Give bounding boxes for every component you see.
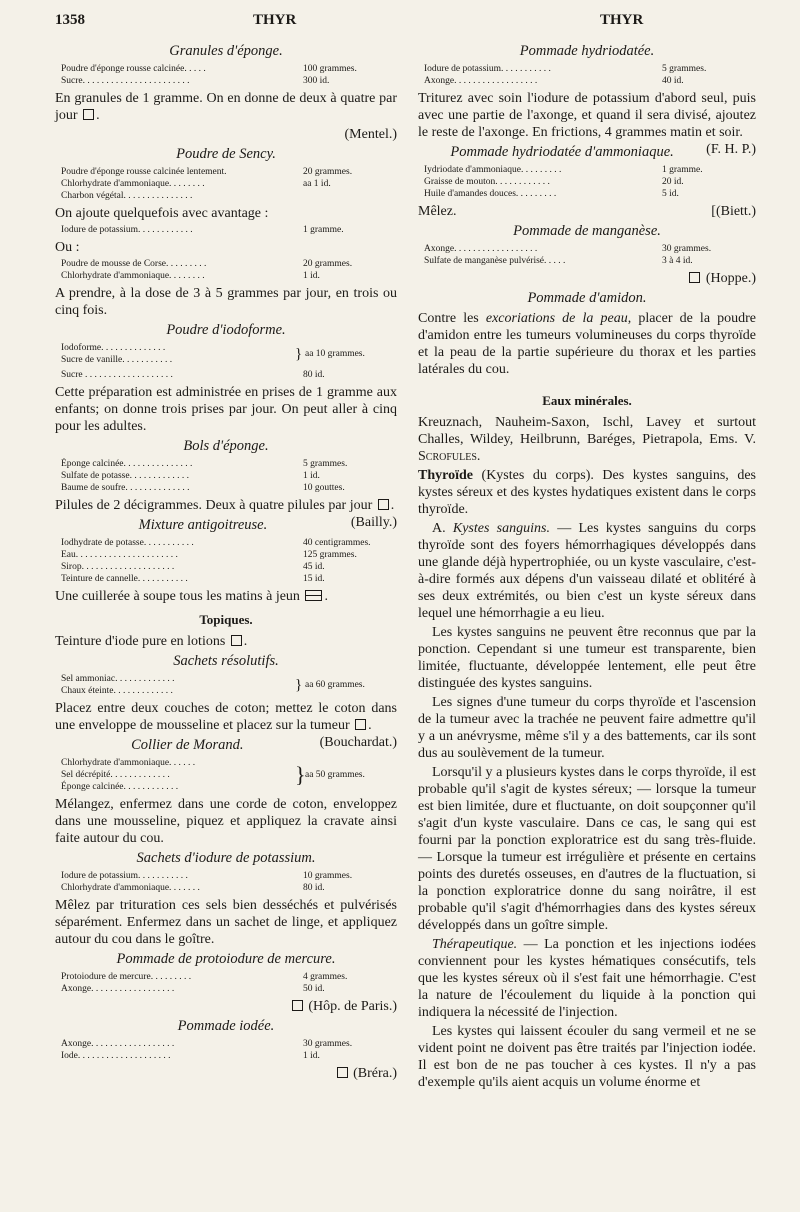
ingredient: Sel décrépité. . . . . . . . . . . . . <box>61 770 170 780</box>
ingredient: Chlorhydrate d'ammoniaque. . . . . . . . <box>61 271 205 281</box>
ingredient: Éponge calcinée. . . . . . . . . . . . <box>61 782 179 792</box>
recipe-row <box>61 870 397 882</box>
quantity: 30 grammes. <box>303 1039 353 1049</box>
pommade-amidon-title: Pommade d'amidon. <box>527 290 647 306</box>
quantity: 1 id. <box>303 1051 320 1061</box>
paragraph: Les kystes sanguins ne peuvent être reconnus que par la ponction. Cependant si une tumeur est transparente, bien limitée, fluctuante, développée lentement, elle peut être distinguée des kystes sanguins. <box>418 625 756 691</box>
sachets-recipe-group <box>61 673 397 697</box>
quantity: 5 id. <box>662 189 679 199</box>
eaux-heading: Eaux minérales. <box>542 393 632 408</box>
ingredient: Sel ammoniac. . . . . . . . . . . . . <box>61 674 175 684</box>
thyroide-entry <box>418 467 756 518</box>
ingredient: Iode. . . . . . . . . . . . . . . . . . . . <box>61 1051 171 1061</box>
quantity: 10 grammes. <box>303 871 353 881</box>
topiques-heading: Topiques. <box>199 612 253 627</box>
recipe-row <box>61 369 397 381</box>
pommade-ammoniaque-recipe <box>424 164 756 200</box>
quantity: 80 id. <box>303 370 325 380</box>
iodoforme-recipe-2 <box>61 369 397 381</box>
scrofules-ref: Scrofules. <box>418 449 481 464</box>
brace-icon: } <box>295 762 306 787</box>
pommade-iodee-source-line <box>55 1065 397 1082</box>
box-symbol-icon <box>337 1067 348 1078</box>
paragraph: Lorsqu'il y a plusieurs kystes dans le corps thyroïde, il est probable qu'il s'agit de kystes séreux; — lorsque la tumeur est bien limitée, dure et fluctuante, on doit soupçonner qu'il s'agit d'un kyste vasculaire. Dans ce cas, le sang qui est fourni par la ponction exploratrice est du sang très-fluide. — Lorsque la tumeur est irrégulière et présente en certains points des duretés osseuses, en d'autres de la fluctuation, si la ponction exploratrice donne du sang noirâtre, il est probable qu'il s'agit d'hémorrhagies dans des kystes séreux développés dans un goître simple. <box>418 765 756 933</box>
ingredient: Axonge. . . . . . . . . . . . . . . . . . <box>61 1039 175 1049</box>
quantity: 40 id. <box>662 76 684 86</box>
quantity: 15 id. <box>303 574 325 584</box>
quantity: aa 1 id. <box>303 179 331 189</box>
pommade-protoiodure-title: Pommade de protoiodure de mercure. <box>116 951 336 967</box>
mixture-recipe <box>61 537 397 585</box>
recipe-row <box>424 176 756 188</box>
quantity: 40 centigrammes. <box>303 538 371 548</box>
running-head-left: THYR <box>253 12 297 28</box>
sency-ou: Ou : <box>55 240 80 255</box>
quantity: aa 50 grammes. <box>305 770 365 780</box>
recipe-row <box>61 561 397 573</box>
mixture-text: Une cuillerée à soupe tous les matins à jeun <box>55 589 300 604</box>
ingredient: Iydriodate d'ammoniaque. . . . . . . . . <box>424 165 562 175</box>
ingredient: Sulfate de manganèse pulvérisé. . . . . <box>424 256 566 266</box>
kystes-sanguins-title: Kystes sanguins. <box>452 521 550 536</box>
quantity: 20 grammes. <box>303 167 353 177</box>
melez-label: Mêlez. <box>418 204 457 219</box>
recipe-row <box>424 255 756 267</box>
recipe-row <box>61 482 397 494</box>
quantity: 45 id. <box>303 562 325 572</box>
text-run: Contre les <box>418 311 486 326</box>
quantity: 10 gouttes. <box>303 483 345 493</box>
pommade-manganese-source-line <box>418 270 756 287</box>
sachets-title: Sachets résolutifs. <box>173 653 279 669</box>
sency-recipe <box>61 166 397 202</box>
recipe-row <box>61 166 397 178</box>
box-symbol-icon <box>689 272 700 283</box>
quantity: 5 grammes. <box>303 459 348 469</box>
quantity: 3 à 4 id. <box>662 256 693 266</box>
ingredient: Poudre d'éponge rousse calcinée. . . . . <box>61 64 206 74</box>
bols-source: (Bailly.) <box>350 515 397 530</box>
collier-title: Collier de Morand. <box>131 737 244 753</box>
sency-recipe-2 <box>61 224 397 236</box>
quantity: 1 gramme. <box>303 225 344 235</box>
ingredient: Graisse de mouton. . . . . . . . . . . . <box>424 177 550 187</box>
pommade-protoiodure-source: (Hôp. de Paris.) <box>308 999 397 1014</box>
quantity: 50 id. <box>303 984 325 994</box>
quantity: 100 grammes. <box>303 64 357 74</box>
sency-title: Poudre de Sency. <box>176 146 276 162</box>
ingredient-group <box>61 757 295 793</box>
ingredient: Chlorhydrate d'ammoniaque. . . . . . <box>61 758 196 768</box>
sency-text2: A prendre, à la dose de 3 à 5 grammes par jour, en trois ou cinq fois. <box>55 286 397 318</box>
ingredient: Baume de soufre. . . . . . . . . . . . . . <box>61 483 190 493</box>
ingredient: Chlorhydrate d'ammoniaque. . . . . . . <box>61 883 200 893</box>
pommade-hydriodatee-text: Triturez avec soin l'iodure de potassium d'abord seul, puis avec une partie de l'axonge, et quand il sera divisé, ajoutez le reste de l'axonge. En frictions, 4 grammes matin et soir. <box>418 91 756 140</box>
sachets-source: (Bouchardat.) <box>319 735 397 750</box>
recipe-row <box>424 164 756 176</box>
recipe-row <box>61 983 397 995</box>
ingredient: Iodhydrate de potasse. . . . . . . . . . . <box>61 538 194 548</box>
granules-text: En granules de 1 gramme. On en donne de deux à quatre par jour <box>55 91 397 123</box>
bols-title: Bols d'éponge. <box>183 438 269 454</box>
recipe-row <box>61 75 397 87</box>
sachets-iodure-title: Sachets d'iodure de potassium. <box>136 850 316 866</box>
quantity: 125 grammes. <box>303 550 357 560</box>
bols-recipe <box>61 458 397 494</box>
pommade-hydriodatee-source: (F. H. P.) <box>706 142 756 157</box>
pommade-manganese-title: Pommade de manganèse. <box>513 223 661 239</box>
ingredient: Sucre. . . . . . . . . . . . . . . . . . . . . . . <box>61 76 190 86</box>
quantity: 1 id. <box>303 471 320 481</box>
thyroide-headword: Thyroïde <box>418 468 473 483</box>
bols-paragraph: Pilules de 2 décigrammes. Deux à quatre pilules par jour . (Bailly.) <box>55 498 397 530</box>
ingredient: Axonge. . . . . . . . . . . . . . . . . . <box>61 984 175 994</box>
ingredient-group <box>61 673 295 697</box>
quantity: 4 grammes. <box>303 972 348 982</box>
ingredient: Poudre de mousse de Corse. . . . . . . . . <box>61 259 207 269</box>
ingredient: Iodure de potassium. . . . . . . . . . . <box>61 871 188 881</box>
pommade-manganese-recipe <box>424 243 756 267</box>
quantity: 1 id. <box>303 271 320 281</box>
recipe-row <box>61 882 397 894</box>
kystes-sanguins-paragraph <box>418 520 756 622</box>
quantity: aa 10 grammes. <box>305 349 365 359</box>
recipe-row <box>61 190 397 202</box>
granules-source: (Mentel.) <box>344 127 397 142</box>
recipe-row <box>61 63 397 75</box>
ingredient: Teinture de cannelle. . . . . . . . . . . <box>61 574 188 584</box>
sachets-iodure-text: Mêlez par trituration ces sels bien desséchés et pulvérisés séparément. Enfermez dans un sachet de linge, et appliquez autour du cou dans le goître. <box>55 898 397 947</box>
recipe-row <box>61 458 397 470</box>
recipe-row <box>61 537 397 549</box>
sency-text1: On ajoute quelquefois avec avantage : <box>55 206 269 221</box>
ingredient: Axonge. . . . . . . . . . . . . . . . . . <box>424 76 538 86</box>
recipe-row <box>61 270 397 282</box>
text-run: — Les kystes sanguins du corps thyroïde sont des foyers hémorrhagiques développés dans une glande déjà hypertrophiée, ou un kyste vasculaire, c'est-à-dire formés aux dépens d'un vaisseau dilaté et oblitéré à ses deux extrémités, ou bien c'est un kyste séreux dans lequel une hémorrhagie a eu lieu. <box>418 521 756 621</box>
right-column <box>418 40 756 1093</box>
text-run: , placer de la poudre d'amidon entre les tumeurs volumineuses du corps thyroïde et la peau de la partie supérieure du thorax et les parties latérales du cou. <box>418 311 757 377</box>
recipe-row <box>61 549 397 561</box>
ingredient: Iodoforme. . . . . . . . . . . . . . <box>61 343 166 353</box>
granules-recipe <box>61 63 397 87</box>
recipe-row <box>61 1050 397 1062</box>
eaux-text: Kreuznach, Nauheim-Saxon, Ischl, Lavey et surtout Challes, Wildey, Heilbrunn, Baréges, Pietrapola, Ems. V. <box>418 415 756 447</box>
brace-icon: } <box>295 346 303 362</box>
text-run: — La ponction et les injections iodées conviennent pour les kystes hématiques consécutifs, tels que les kystes séreux où il s'est fait une hémorrhagie. C'est la nature de l'écoulement du liquide à la ponction qui indiquera la nécessité de l'injection. <box>418 937 756 1020</box>
thyroide-text: (Kystes du corps). Des kystes sanguins, des kystes séreux et des kystes hydatiques existent dans le corps thyroïde. <box>418 468 756 517</box>
box-symbol-icon <box>83 109 94 120</box>
collier-text: Mélangez, enfermez dans une corde de coton, enveloppez dans une mousseline, piquez et appliquez la cravate ainsi faite autour du cou. <box>55 797 397 846</box>
eaux-paragraph <box>418 414 756 465</box>
iodoforme-recipe-group <box>61 342 397 366</box>
ingredient-group <box>61 342 295 366</box>
box-cross-symbol-icon <box>305 590 322 601</box>
recipe-row <box>424 188 756 200</box>
ingredient: Sucre de vanille. . . . . . . . . . . <box>61 355 173 365</box>
granules-title: Granules d'éponge. <box>169 43 283 59</box>
recipe-row <box>424 243 756 255</box>
pommade-iodee-source: (Bréra.) <box>353 1066 397 1081</box>
ingredient: Iodure de potassium. . . . . . . . . . . . <box>61 225 193 235</box>
emphasis-text: excoriations de la peau <box>485 311 628 326</box>
page-header <box>55 12 755 34</box>
section-letter: A. <box>432 521 446 536</box>
therapeutique-title: Thérapeutique. <box>432 937 518 952</box>
left-column <box>55 40 397 1082</box>
recipe-row <box>61 573 397 585</box>
recipe-row <box>61 971 397 983</box>
pommade-amidon-paragraph <box>418 310 756 378</box>
mixture-paragraph: Une cuillerée à soupe tous les matins à jeun . <box>55 589 328 604</box>
pommade-iodee-recipe <box>61 1038 397 1062</box>
pommade-protoiodure-source-line <box>55 998 397 1015</box>
topiques-paragraph: Teinture d'iode pure en lotions . <box>55 634 248 649</box>
quantity <box>303 190 397 202</box>
recipe-row <box>61 1038 397 1050</box>
ingredient: Sirop. . . . . . . . . . . . . . . . . . . . <box>61 562 175 572</box>
recipe-row <box>424 63 756 75</box>
running-head-right: THYR <box>600 12 644 28</box>
sachets-text: Placez entre deux couches de coton; mettez le coton dans une enveloppe de mousseline et placez sur la tumeur <box>55 701 397 733</box>
page-number: 1358 <box>55 12 85 28</box>
quantity: 20 id. <box>662 177 684 187</box>
pommade-ammoniaque-title: Pommade hydriodatée d'ammoniaque. <box>450 144 674 160</box>
iodoforme-text: Cette préparation est administrée en prises de 1 gramme aux enfants; on donne trois prises par jour. On peut aller à cinq pour les adultes. <box>55 385 397 434</box>
quantity: 1 gramme. <box>662 165 703 175</box>
ingredient: Chlorhydrate d'ammoniaque. . . . . . . . <box>61 179 205 189</box>
ingredient: Charbon végétal. . . . . . . . . . . . . . . <box>61 191 193 201</box>
therapeutique-paragraph <box>418 936 756 1021</box>
ingredient: Poudre d'éponge rousse calcinée lentement. <box>61 167 227 177</box>
quantity: aa 60 grammes. <box>305 680 365 690</box>
ingredient: Protoiodure de mercure. . . . . . . . . <box>61 972 192 982</box>
quantity: 30 grammes. <box>662 244 712 254</box>
topiques-text: Teinture d'iode pure en lotions <box>55 634 226 649</box>
ingredient: Axonge. . . . . . . . . . . . . . . . . . <box>424 244 538 254</box>
ingredient: Sulfate de potasse. . . . . . . . . . . . . <box>61 471 189 481</box>
pommade-hydriodatee-title: Pommade hydriodatée. <box>519 43 655 59</box>
pommade-ammoniaque-source: [(Biett.) <box>711 204 756 219</box>
box-symbol-icon <box>378 499 389 510</box>
recipe-row <box>424 75 756 87</box>
ingredient: Iodure de potassium. . . . . . . . . . . <box>424 64 551 74</box>
collier-recipe-group <box>61 757 397 793</box>
brace-icon: } <box>295 677 303 693</box>
granules-paragraph: En granules de 1 gramme. On en donne de deux à quatre par jour . <box>55 91 397 123</box>
sency-recipe-3 <box>61 258 397 282</box>
pommade-hydriodatee-recipe <box>424 63 756 87</box>
quantity: 80 id. <box>303 883 325 893</box>
sachets-paragraph: Placez entre deux couches de coton; mettez le coton dans une enveloppe de mousseline et placez sur la tumeur . (Bouchardat.) <box>55 701 397 750</box>
box-symbol-icon <box>231 635 242 646</box>
quantity: 300 id. <box>303 76 330 86</box>
ingredient: Huile d'amandes douces. . . . . . . . . <box>424 189 557 199</box>
pommade-ammoniaque-footer <box>418 203 756 220</box>
box-symbol-icon <box>355 719 366 730</box>
bols-text: Pilules de 2 décigrammes. Deux à quatre pilules par jour <box>55 498 373 513</box>
quantity: 20 grammes. <box>303 259 353 269</box>
pommade-iodee-title: Pommade iodée. <box>177 1018 275 1034</box>
ingredient: Chaux éteinte. . . . . . . . . . . . . <box>61 686 173 696</box>
recipe-row <box>61 224 397 236</box>
pommade-protoiodure-recipe <box>61 971 397 995</box>
ingredient: Éponge calcinée. . . . . . . . . . . . . . . <box>61 459 193 469</box>
ingredient: Sucre . . . . . . . . . . . . . . . . . . . <box>61 370 173 380</box>
paragraph: Les signes d'une tumeur du corps thyroïde et l'ascension de la tumeur avec la trachée ne peuvent faire admettre qu'il y a un anévrysme, même s'il y a des battements, car ils sont dus au soulèvement de la tumeur. <box>418 695 756 761</box>
sachets-iodure-recipe <box>61 870 397 894</box>
recipe-row <box>61 258 397 270</box>
mixture-title: Mixture antigoitreuse. <box>138 517 268 533</box>
recipe-row <box>61 178 397 190</box>
pommade-manganese-source: (Hoppe.) <box>705 271 756 286</box>
recipe-row <box>61 470 397 482</box>
iodoforme-title: Poudre d'iodoforme. <box>166 322 286 338</box>
quantity: 5 grammes. <box>662 64 707 74</box>
ingredient: Eau. . . . . . . . . . . . . . . . . . . . . . <box>61 550 178 560</box>
paragraph: Les kystes qui laissent écouler du sang vermeil et ne se vident point ne doivent pas être traités par l'injection iodée. Il est bon de ne pas toucher à ces kystes. Il n'y a pas d'exemple qu'ils aient acquis un volume énorme et <box>418 1024 756 1090</box>
box-symbol-icon <box>292 1000 303 1011</box>
